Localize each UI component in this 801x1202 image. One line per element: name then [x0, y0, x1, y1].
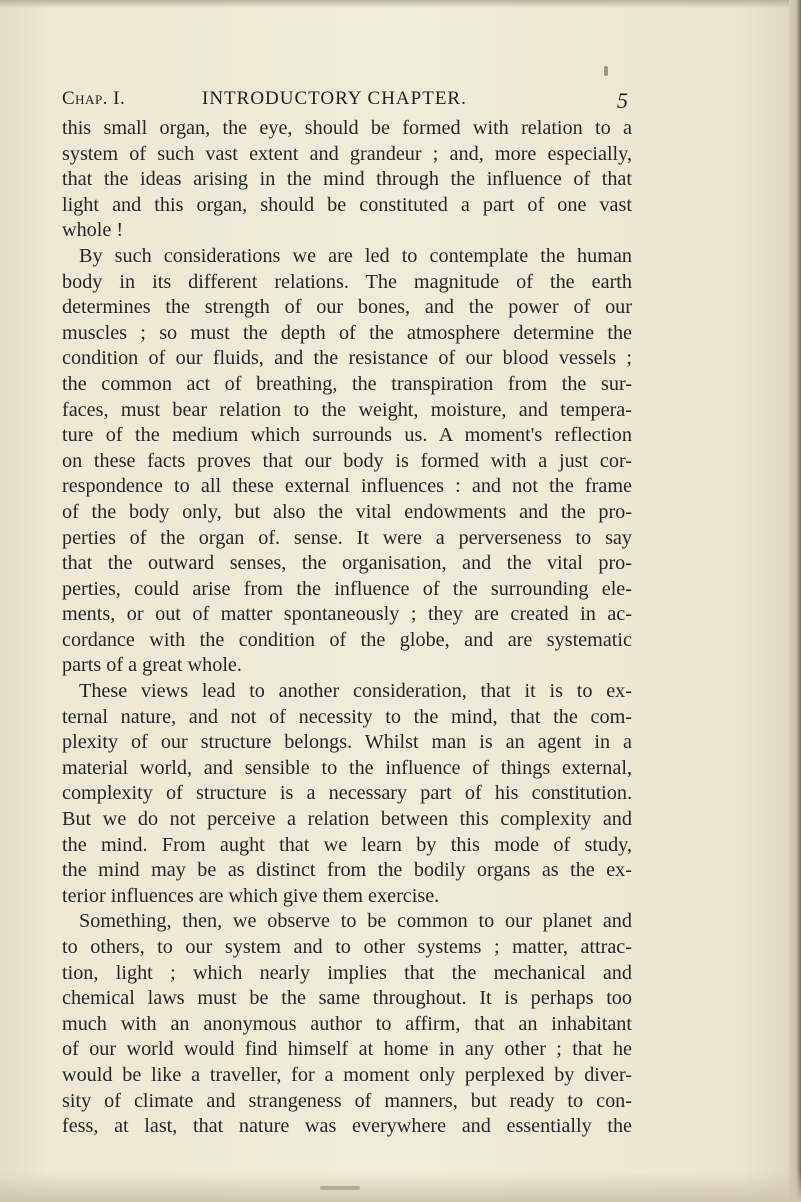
text-line: material world, and sensible to the influence of things external,: [62, 756, 632, 779]
page-top-edge: [0, 0, 801, 8]
text-line: parts of a great whole.: [62, 654, 242, 677]
text-line: faces, must bear relation to the weight, moisture, and tempera-: [62, 398, 632, 421]
text-line: perties of the organ of. sense. It were a perverseness to say: [62, 526, 632, 549]
text-line: body in its different relations. The magnitude of the earth: [62, 270, 632, 293]
ink-speck: [604, 66, 608, 76]
text-line: chemical laws must be the same throughout. It is perhaps too: [62, 987, 632, 1010]
text-line: much with an anonymous author to affirm, that an inhabitant: [62, 1012, 632, 1035]
text-line: perties, could arise from the influence of the surrounding ele-: [62, 577, 632, 600]
page-bottom-edge: [0, 1172, 801, 1202]
bottom-smudge: [320, 1186, 360, 1190]
text-line: By such considerations we are led to contemplate the human: [79, 244, 632, 267]
page-right-edge: [789, 0, 801, 1202]
text-line: that the ideas arising in the mind through the influence of that: [62, 168, 632, 191]
text-line: the mind may be as distinct from the bodily organs as the ex-: [62, 859, 632, 882]
text-line: cordance with the condition of the globe, and are systematic: [62, 628, 632, 651]
running-head: [62, 88, 628, 118]
text-line: of the body only, but also the vital endowments and the pro-: [62, 500, 632, 523]
text-line: light and this organ, should be constituted a part of one vast: [62, 193, 632, 216]
text-line: condition of our fluids, and the resistance of our blood vessels ;: [62, 347, 632, 370]
text-line: But we do not perceive a relation between this complexity and: [62, 808, 632, 831]
text-line: sity of climate and strangeness of manners, but ready to con-: [62, 1089, 632, 1112]
text-line: plexity of our structure belongs. Whilst man is an agent in a: [62, 731, 632, 754]
text-line: ments, or out of matter spontaneously ; they are created in ac-: [62, 603, 632, 626]
chapter-title: INTRODUCTORY CHAPTER.: [202, 88, 467, 109]
text-line: respondence to all these external influences : and not the frame: [62, 475, 632, 498]
text-line: the common act of breathing, the transpiration from the sur-: [62, 372, 632, 395]
text-line: These views lead to another consideration, that it is to ex-: [79, 680, 632, 703]
text-line: would be like a traveller, for a moment only perplexed by diver-: [62, 1063, 632, 1086]
text-line: whole !: [62, 219, 124, 242]
text-line: to others, to our system and to other systems ; matter, attrac-: [62, 936, 632, 958]
text-line: Something, then, we observe to be common to our planet and: [79, 910, 632, 933]
text-line: tion, light ; which nearly implies that the mechanical and: [62, 961, 632, 984]
text-line: fess, at last, that nature was everywhere and essentially the: [62, 1115, 632, 1138]
body-text: [62, 116, 632, 1140]
chapter-label: Chap. I.: [62, 88, 126, 109]
page-number: 5: [617, 88, 628, 113]
text-line: of our world would find himself at home in any other ; that he: [62, 1038, 632, 1061]
text-line: that the outward senses, the organisation, and the vital pro-: [62, 552, 632, 575]
text-line: complexity of structure is a necessary part of his constitution.: [62, 782, 632, 805]
text-line: on these facts proves that our body is formed with a just cor-: [62, 449, 632, 472]
text-line: ternal nature, and not of necessity to the mind, that the com-: [62, 705, 632, 728]
text-line: system of such vast extent and grandeur ; and, more especially,: [62, 142, 632, 165]
text-line: determines the strength of our bones, and the power of our: [62, 296, 632, 319]
text-line: ture of the medium which surrounds us. A moment's reflection: [62, 424, 632, 447]
text-line: terior influences are which give them exercise.: [62, 884, 440, 907]
text-line: the mind. From aught that we learn by this mode of study,: [62, 833, 632, 856]
text-line: muscles ; so must the depth of the atmosphere determine the: [62, 321, 632, 344]
text-line: this small organ, the eye, should be formed with relation to a: [62, 117, 632, 139]
